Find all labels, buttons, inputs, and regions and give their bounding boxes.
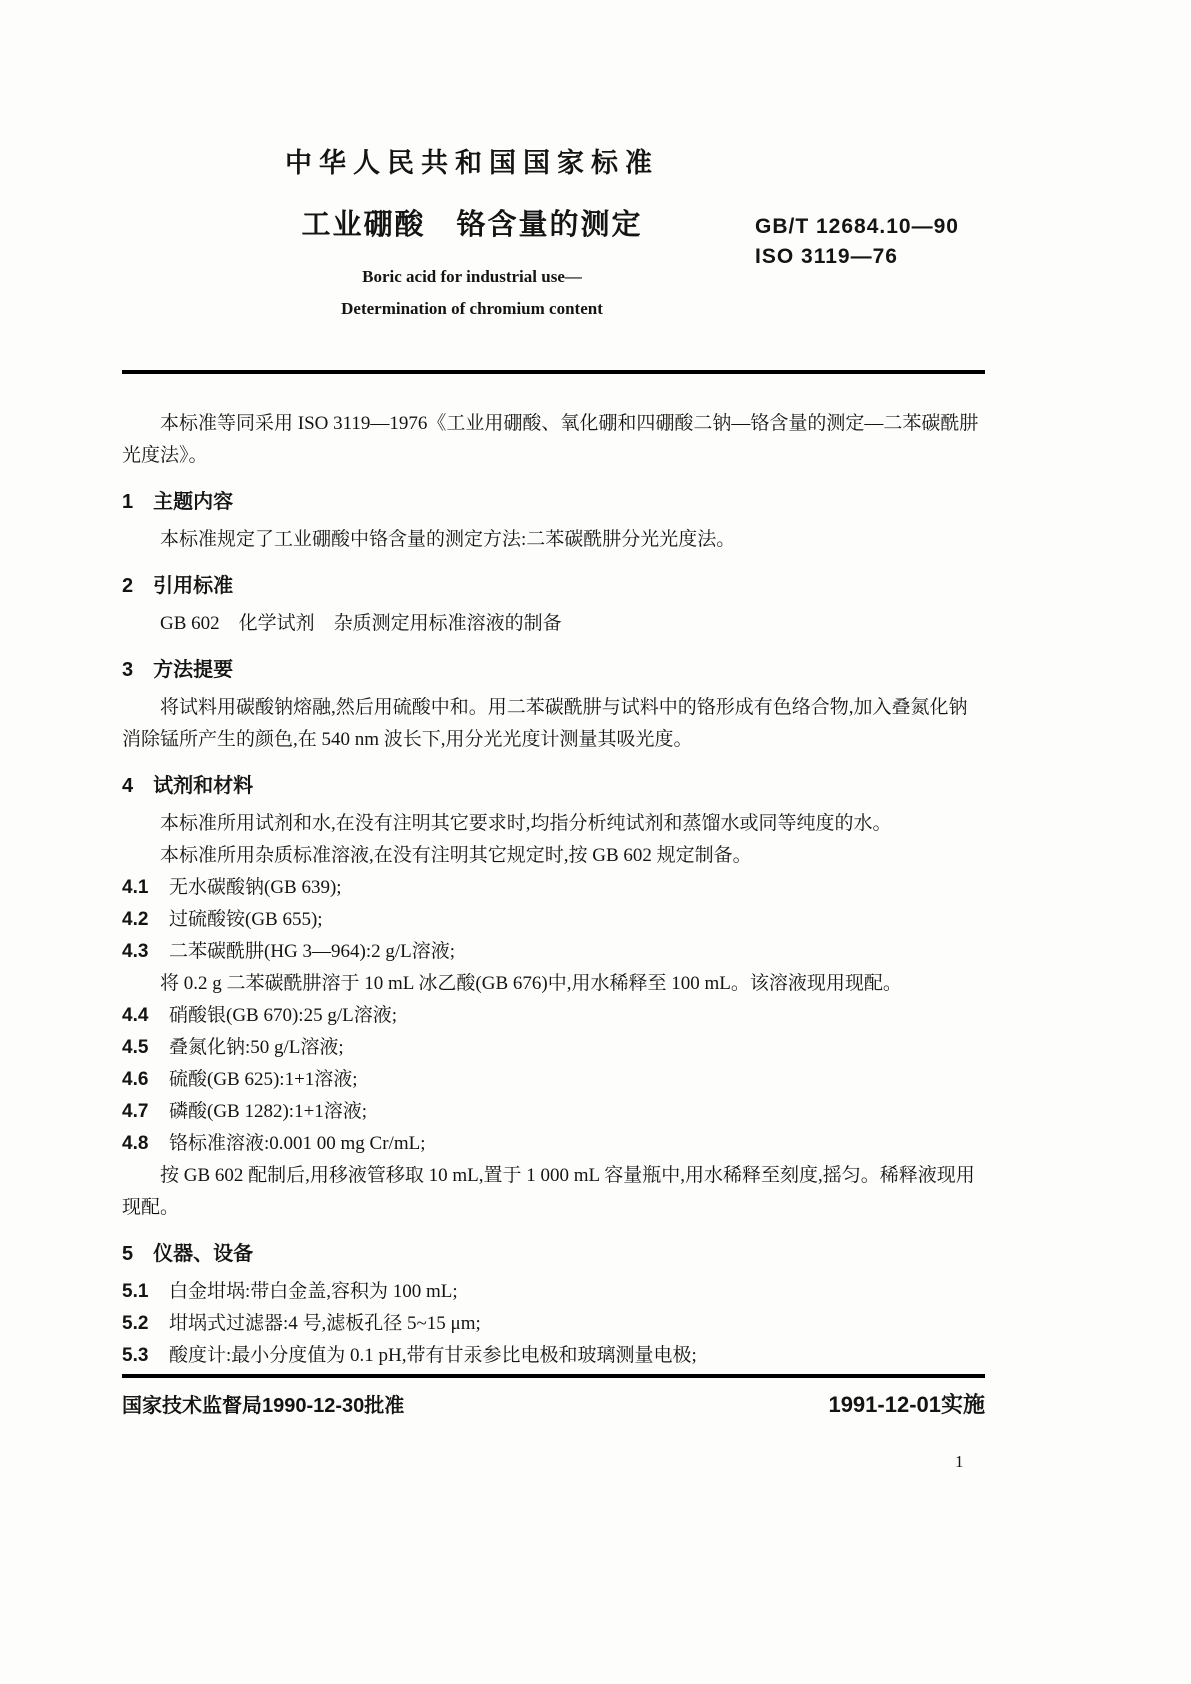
- approval-text: 国家技术监督局1990-12-30批准: [122, 1395, 405, 1417]
- list-item-text: 白金坩埚:带白金盖,容积为 100 mL;: [169, 1281, 458, 1302]
- list-item-number: 4.4: [122, 1005, 149, 1026]
- list-item-text: 坩埚式过滤器:4 号,滤板孔径 5~15 μm;: [169, 1313, 481, 1334]
- list-item-number: 4.7: [122, 1101, 149, 1122]
- list-item-text: 无水碳酸钠(GB 639);: [169, 877, 342, 898]
- list-item-text: 酸度计:最小分度值为 0.1 pH,带有甘汞参比电极和玻璃测量电极;: [169, 1345, 697, 1366]
- section-1: [122, 492, 985, 556]
- list-item-text: 磷酸(GB 1282):1+1溶液;: [169, 1101, 368, 1122]
- section-2: [122, 576, 985, 640]
- section-5-heading: 5 仪器、设备: [122, 1243, 254, 1265]
- list-item-4-4: [122, 1000, 985, 1032]
- section-2-paragraph: GB 602 化学试剂 杂质测定用标准溶液的制备: [160, 613, 562, 634]
- list-item-text: 硫酸(GB 625):1+1溶液;: [169, 1069, 358, 1090]
- list-item-number: 4.8: [122, 1133, 149, 1154]
- list-item-5-3: [122, 1340, 985, 1372]
- header-title-block: [122, 146, 822, 320]
- list-item-number: 5.1: [122, 1281, 149, 1302]
- english-title-line2: Determination of chromium content: [341, 299, 603, 318]
- list-item-number: 4.3: [122, 941, 149, 962]
- section-3-heading: 3 方法提要: [122, 659, 234, 681]
- list-item-number: 5.2: [122, 1313, 149, 1334]
- list-item-4-3-note: 将 0.2 g 二苯碳酰肼溶于 10 mL 冰乙酸(GB 676)中,用水稀释至 100 mL。该溶液现用现配。: [160, 973, 902, 994]
- list-item-number: 4.2: [122, 909, 149, 930]
- section-4: [122, 776, 985, 1224]
- section-1-heading: 1 主题内容: [122, 491, 234, 513]
- footer-divider: [122, 1374, 985, 1378]
- page-number: 1: [955, 1452, 964, 1471]
- section-1-paragraph: 本标准规定了工业硼酸中铬含量的测定方法:二苯碳酰肼分光光度法。: [160, 529, 736, 550]
- document-footer: [122, 1374, 985, 1419]
- standard-codes: [755, 212, 959, 272]
- list-item-number: 4.6: [122, 1069, 149, 1090]
- footer-row: [122, 1388, 985, 1419]
- list-item-5-2: [122, 1308, 985, 1340]
- section-3-paragraph: 将试料用碳酸钠熔融,然后用硫酸中和。用二苯碳酰肼与试料中的铬形成有色络合物,加入叠氮化钠消除锰所产生的颜色,在 540 nm 波长下,用分光光度计测量其吸光度。: [122, 697, 968, 750]
- list-item-4-6: [122, 1064, 985, 1096]
- implementation-text: 1991-12-01实施: [828, 1392, 985, 1417]
- list-item-4-1: [122, 872, 985, 904]
- list-item-4-2: [122, 904, 985, 936]
- list-item-4-7: [122, 1096, 985, 1128]
- list-item-text: 叠氮化钠:50 g/L溶液;: [169, 1037, 344, 1058]
- standard-code-iso: ISO 3119—76: [755, 245, 898, 268]
- intro-paragraph: 本标准等同采用 ISO 3119—1976《工业用硼酸、氧化硼和四硼酸二钠—铬含量的测定—二苯碳酰肼光度法》。: [122, 413, 979, 466]
- document-body: [122, 408, 985, 1372]
- section-5: [122, 1244, 985, 1372]
- list-item-4-8-note: 按 GB 602 配制后,用移液管移取 10 mL,置于 1 000 mL 容量瓶中,用水稀释至刻度,摇匀。稀释液现用现配。: [122, 1165, 975, 1218]
- english-title-line1: Boric acid for industrial use—: [362, 267, 582, 286]
- list-item-number: 4.5: [122, 1037, 149, 1058]
- section-4-paragraph-2: 本标准所用杂质标准溶液,在没有注明其它规定时,按 GB 602 规定制备。: [160, 845, 752, 866]
- list-item-number: 4.1: [122, 877, 149, 898]
- section-3: [122, 660, 985, 756]
- list-item-text: 铬标准溶液:0.001 00 mg Cr/mL;: [169, 1133, 426, 1154]
- header-divider: [122, 370, 985, 374]
- list-item-4-8: [122, 1128, 985, 1160]
- section-4-paragraph-1: 本标准所用试剂和水,在没有注明其它要求时,均指分析纯试剂和蒸馏水或同等纯度的水。: [160, 813, 892, 834]
- list-item-4-3: [122, 936, 985, 968]
- list-item-text: 过硫酸铵(GB 655);: [169, 909, 323, 930]
- list-item-4-5: [122, 1032, 985, 1064]
- list-item-5-1: [122, 1276, 985, 1308]
- section-4-heading: 4 试剂和材料: [122, 775, 254, 797]
- national-standard-title: 中华人民共和国国家标准: [285, 148, 659, 178]
- standard-code-gb: GB/T 12684.10—90: [755, 215, 959, 238]
- list-item-text: 硝酸银(GB 670):25 g/L溶液;: [169, 1005, 397, 1026]
- list-item-text: 二苯碳酰肼(HG 3—964):2 g/L溶液;: [169, 941, 456, 962]
- section-2-heading: 2 引用标准: [122, 575, 234, 597]
- document-title: 工业硼酸 铬含量的测定: [301, 209, 643, 241]
- list-item-number: 5.3: [122, 1345, 149, 1366]
- document-header: [122, 146, 985, 320]
